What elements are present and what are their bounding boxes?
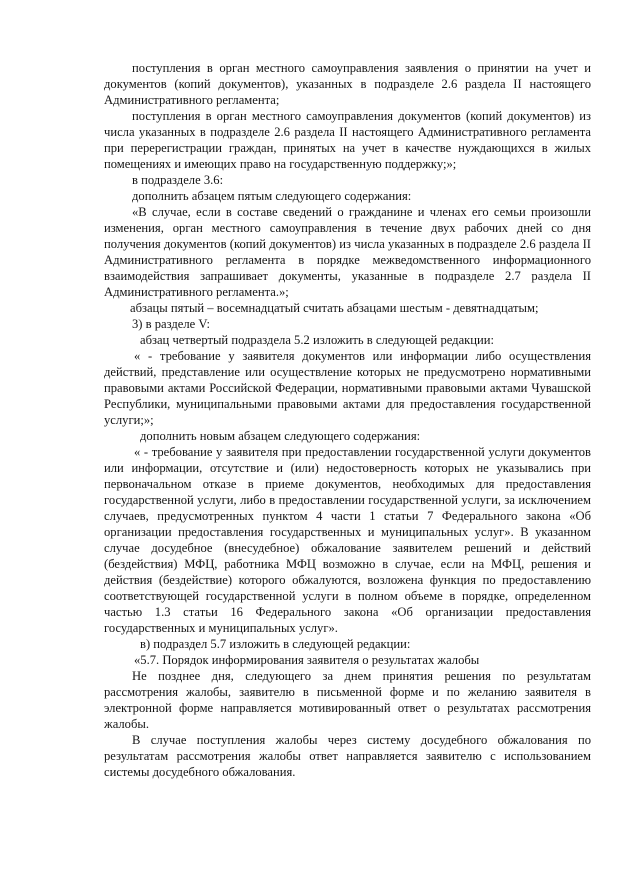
paragraph-3: в подразделе 3.6: [132, 173, 224, 187]
paragraph-13: «5.7. Порядок информирования заявителя о результатах жалобы [134, 653, 480, 667]
paragraph-8: абзац четвертый подраздела 5.2 изложить в следующей редакции: [140, 333, 495, 347]
paragraph-6: абзацы пятый – восемнадцатый считать абзацами шестым - девятнадцатым; [130, 301, 539, 315]
paragraph-4: дополнить абзацем пятым следующего содержания: [132, 189, 412, 203]
paragraph-11: « - требование у заявителя при предоставлении государственной услуги документов или информации, отсутствие и (или) недостоверность которых не указывались при первоначальном отказе в приеме документов, необходимых для предоставления государственной услуги, либо в предоставлении государственной услуги, за исключением случаев, предусмотренных пунктом 4 части 1 статьи 7 Федерального закона «Об организации предоставления государственных и муниципальных услуг». В указанном случае досудебное (внесудебное) обжалование заявителем решений и действий (бездействия) МФЦ, работника МФЦ возможно в случае, если на МФЦ, решения и действия (бездействие) которого обжалуются, возложена функция по предоставлению соответствующей государственной услуги в полном объеме в порядке, определенном частью 1.3 статьи 16 Федерального закона «Об организации предоставления государственных и муниципальных услуг». [104, 445, 591, 635]
paragraph-5: «В случае, если в составе сведений о гражданине и членах его семьи произошли изменения, орган местного самоуправления в течение двух рабочих дней со дня получения документов (копий документов) из числа указанных в подразделе 2.6 раздела II Административного регламента в порядке межведомственного информационного взаимодействия запрашивает документы, указанные в подразделе 2.7 раздела II Административного регламента.»; [104, 205, 591, 299]
paragraph-9: « - требование у заявителя документов или информации либо осуществления действий, представление или осуществление которых не предусмотрено нормативными правовыми актами Российской Федерации, нормативными правовыми актами Чувашской Республики, муниципальными правовыми актами для предоставления государственной услуги;»; [104, 349, 591, 427]
paragraph-7: 3) в разделе V: [132, 317, 211, 331]
paragraph-10: дополнить новым абзацем следующего содержания: [140, 429, 421, 443]
paragraph-2: поступления в орган местного самоуправления документов (копий документов) из числа указанных в подразделе 2.6 раздела II настоящего Административного регламента при перерегистрации граждан, принятых на учет в качестве нуждающихся в жилых помещениях и имеющих право на государственную поддержку;»; [104, 109, 591, 171]
paragraph-1: поступления в орган местного самоуправления заявления о принятии на учет и документов (копий документов), указанных в подразделе 2.6 раздела II настоящего Административного регламента; [104, 61, 591, 107]
document-body [104, 60, 591, 780]
paragraph-14: Не позднее дня, следующего за днем принятия решения по результатам рассмотрения жалобы, заявителю в письменной форме и по желанию заявителя в электронной форме направляется мотивированный ответ о результатах рассмотрения жалобы. [104, 669, 591, 731]
paragraph-15: В случае поступления жалобы через систему досудебного обжалования по результатам рассмотрения жалобы ответ направляется заявителю с использованием системы досудебного обжалования. [104, 733, 591, 779]
paragraph-12: в) подраздел 5.7 изложить в следующей редакции: [140, 637, 411, 651]
